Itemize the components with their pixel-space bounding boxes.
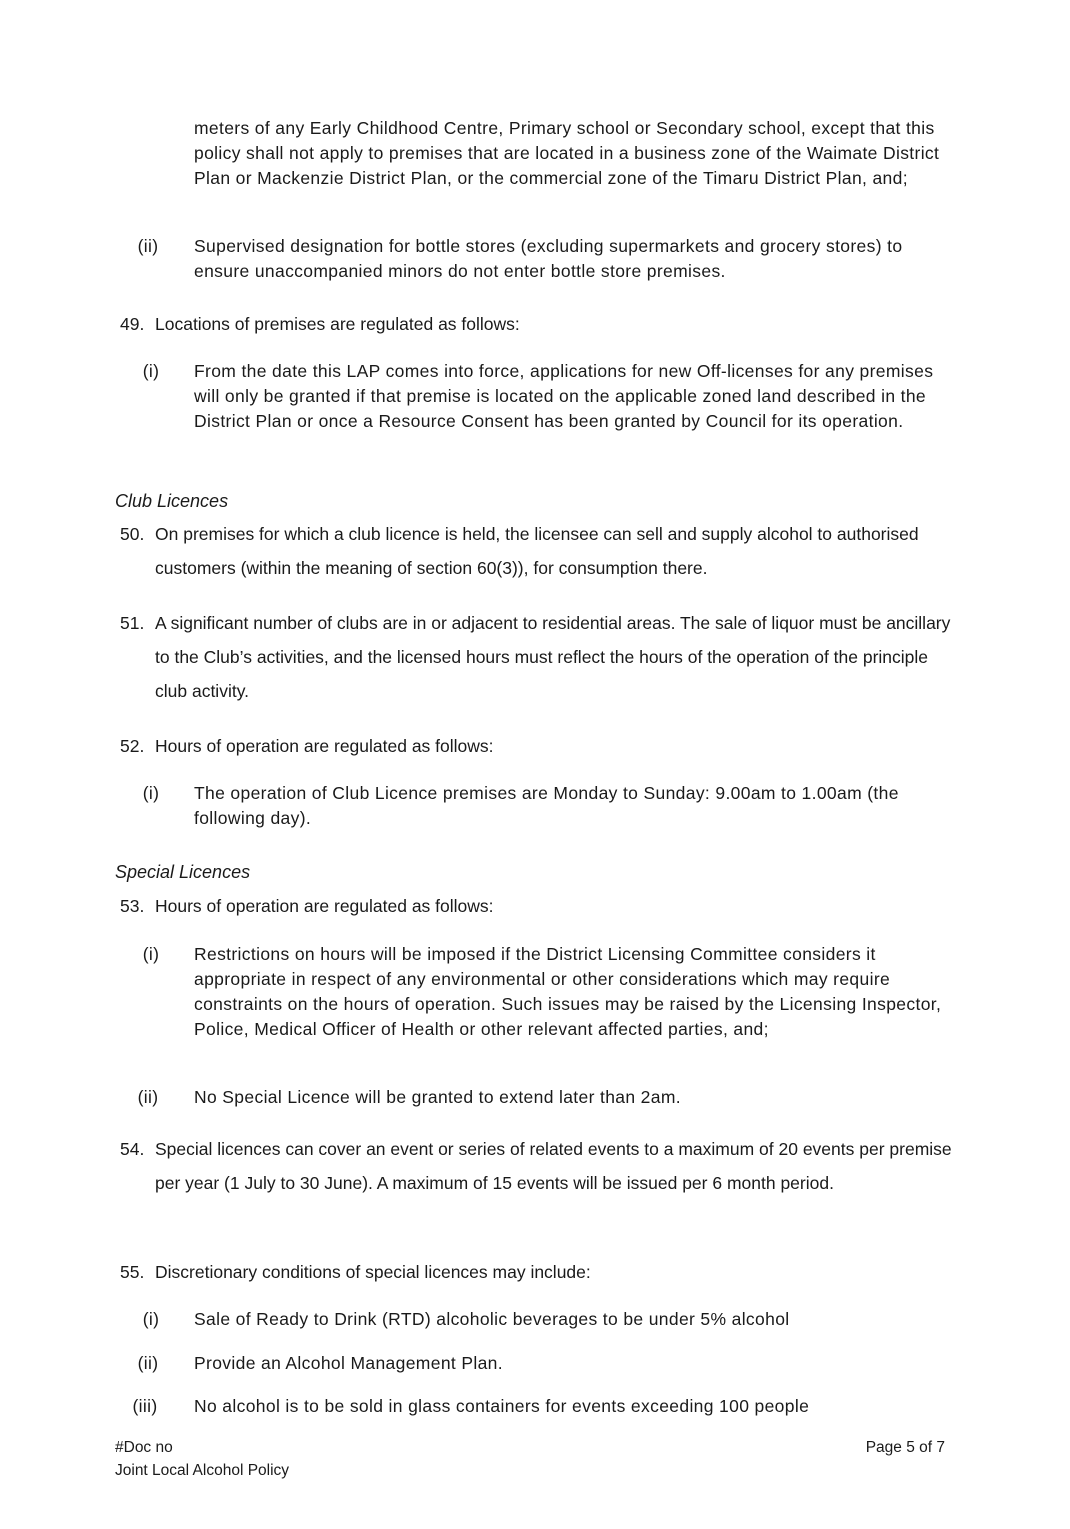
paragraph-number: 52. (120, 736, 145, 756)
paragraph-number: 54. (120, 1139, 145, 1159)
paragraph-text: Locations of premises are regulated as follows: (155, 314, 520, 334)
paragraph-number: 53. (120, 896, 145, 916)
sub-item-number: (i) (142, 944, 160, 964)
sub-item-number: (ii) (137, 1087, 159, 1107)
sub-item-number: (iii) (132, 1396, 158, 1416)
sub-item-text: Supervised designation for bottle stores (excluding supermarkets and grocery stores) to ensure unaccompanied minors do not enter bottle store premises. (194, 236, 903, 281)
section-heading-club-licences: Club Licences (115, 491, 229, 511)
paragraph-text: On premises for which a club licence is held, the licensee can sell and supply alcohol to authorised customers (within the meaning of section 60(3)), for consumption there. (155, 524, 919, 578)
sub-item-number: (i) (142, 1309, 160, 1329)
footer-page-number: Page 5 of 7 (865, 1439, 945, 1456)
sub-item-number: (ii) (137, 236, 159, 256)
paragraph-text: A significant number of clubs are in or adjacent to residential areas. The sale of liquor must be ancillary to the Club’s activities, and the licensed hours must reflect the hours of the operation of the principle club activity. (155, 613, 951, 701)
sub-item-text: From the date this LAP comes into force, applications for new Off-licenses for any premises will only be granted if that premise is located on the applicable zoned land described in the District Plan or once a Resource Consent has been granted by Council for its operation. (194, 361, 934, 431)
footer-doc-title: Joint Local Alcohol Policy (115, 1462, 290, 1479)
sub-item-text: Provide an Alcohol Management Plan. (194, 1353, 503, 1373)
sub-item-text: No alcohol is to be sold in glass containers for events exceeding 100 people (194, 1396, 810, 1416)
paragraph-text: Hours of operation are regulated as follows: (155, 896, 494, 916)
sub-item-text: No Special Licence will be granted to extend later than 2am. (194, 1087, 681, 1107)
sub-item-text: Restrictions on hours will be imposed if the District Licensing Committee considers it appropriate in respect of any environmental or other considerations which may require constraints on the hours of operation. Such issues may be raised by the Licensing Inspector, Police, Medical Officer of Health or other relevant affected parties, and; (194, 944, 942, 1039)
sub-item-continued-text: meters of any Early Childhood Centre, Primary school or Secondary school, except that this policy shall not apply to premises that are located in a business zone of the Waimate District Plan or Mackenzie District Plan, or the commercial zone of the Timaru District Plan, and; (194, 118, 940, 188)
sub-item-number: (i) (142, 361, 160, 381)
footer-doc-number: #Doc no (115, 1439, 173, 1456)
sub-item-text: Sale of Ready to Drink (RTD) alcoholic beverages to be under 5% alcohol (194, 1309, 790, 1329)
sub-item-number: (i) (142, 783, 160, 803)
sub-item-number: (ii) (137, 1353, 159, 1373)
paragraph-number: 49. (120, 314, 145, 334)
paragraph-text: Discretionary conditions of special licences may include: (155, 1262, 591, 1282)
paragraph-number: 55. (120, 1262, 145, 1282)
paragraph-text: Special licences can cover an event or series of related events to a maximum of 20 events per premise per year (1 July to 30 June). A maximum of 15 events will be issued per 6 month period. (155, 1139, 952, 1193)
paragraph-number: 51. (120, 613, 145, 633)
paragraph-number: 50. (120, 524, 145, 544)
sub-item-text: The operation of Club Licence premises are Monday to Sunday: 9.00am to 1.00am (the following day). (194, 783, 899, 828)
section-heading-special-licences: Special Licences (115, 862, 251, 882)
paragraph-text: Hours of operation are regulated as follows: (155, 736, 494, 756)
